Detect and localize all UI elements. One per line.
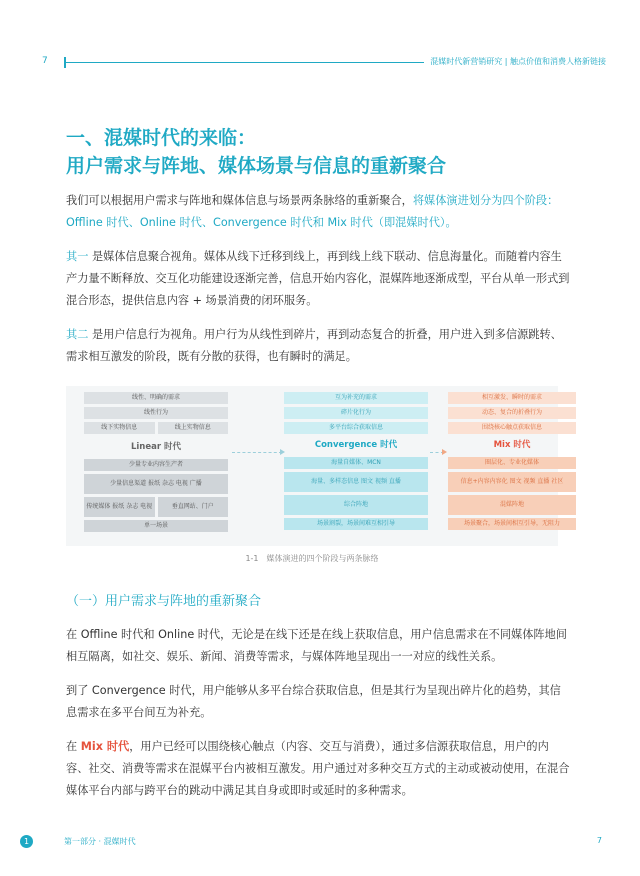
convergence-bottom-1: 海量自媒体、MCN [284, 457, 428, 469]
convergence-stage-label: Convergence 时代 [314, 440, 398, 450]
footer-section-label: 第一部分 · 混媒时代 [64, 837, 136, 846]
linear-top-2: 线性行为 [84, 407, 228, 419]
linear-bottom-2: 少量信息渠道 报纸 杂志 电视 广播 [84, 474, 228, 494]
page-header [34, 56, 606, 70]
convergence-bottom-4: 场景割裂，场景间难互相引导 [284, 518, 428, 530]
convergence-bottom-3: 综合阵地 [284, 495, 428, 515]
mix-bottom-2: 信息+内容内容化 图文 视频 直播 社区 [448, 472, 576, 492]
intro-highlight: 将媒体演进划分为四个阶段：Offline 时代、Online 时代、Convergence 时代和 Mix 时代（即混媒时代）。 [66, 194, 559, 229]
footer-badge: 1 [20, 835, 33, 848]
chapter-heading-line2: 用户需求与阵地、媒体场景与信息的重新聚合 [66, 155, 447, 177]
media-evolution-figure [66, 386, 564, 546]
figure-column-mix [448, 392, 576, 533]
point1-paragraph [66, 246, 570, 312]
para3-highlight: Mix 时代 [80, 740, 130, 753]
linear-top-split [84, 422, 228, 437]
figure-caption: 1-1 媒体演进的四个阶段与两条脉络 [245, 554, 379, 563]
linear-top-split-1: 线下实物信息 [84, 422, 155, 434]
para3 [66, 736, 570, 802]
figure-arrowhead-2 [442, 449, 447, 455]
linear-bottom-split [84, 497, 228, 520]
header-title: 混媒时代新营销研究 | 触点价值和消费人格新链接 [430, 57, 606, 66]
intro-text: 我们可以根据用户需求与阵地和媒体信息与场景两条脉络的重新聚合， [66, 194, 413, 207]
linear-top-split-2: 线上实物信息 [158, 422, 229, 434]
mix-bottom-3: 混媒阵地 [448, 495, 576, 515]
chapter-heading [66, 124, 586, 180]
section-heading: （一）用户需求与阵地的重新聚合 [66, 594, 262, 609]
linear-bottom-1: 少量专业内容生产者 [84, 459, 228, 471]
point2-text: 是用户信息行为视角。用户行为从线性到碎片，再到动态复合的折叠，用户进入到多信源跳转、需求相互激发的阶段，既有分散的获得，也有瞬时的满足。 [66, 328, 562, 363]
para3-text: ，用户已经可以围绕核心触点（内容、交互与消费），通过多信源获取信息，用户的内容、社交、消费等需求在混媒平台内被相互激发。用户通过对多种交互方式的主动或被动使用，在混合媒体平台内部与跨平台的跳动中满足其自身或即时或延时的多种需求。 [66, 740, 570, 797]
figure-column-linear [84, 392, 228, 535]
linear-bottom-3: 单一场景 [84, 520, 228, 532]
intro-paragraph [66, 190, 570, 234]
point1-text: 是媒体信息聚合视角。媒体从线下迁移到线上，再到线上线下联动、信息海量化。而随着内容生产力量不断释放、交互化功能建设逐渐完善，信息开始内容化，混媒阵地逐渐成型，平台从单一形式到混合形态，提供信息内容 + 场景消费的闭环服务。 [66, 250, 570, 307]
linear-stage-label: Linear 时代 [130, 442, 182, 452]
page-footer [20, 834, 610, 850]
para3-prefix: 在 [66, 740, 78, 753]
para2: 到了 Convergence 时代，用户能够从多平台综合获取信息，但是其行为呈现出碎片化的趋势，其信息需求在多平台间互为补充。 [66, 684, 561, 719]
mix-bottom-1: 圈层化、专业化媒体 [448, 457, 576, 469]
point1-label: 其一 [66, 250, 89, 263]
convergence-top-1: 互为补充的需求 [284, 392, 428, 404]
mix-top-1: 相互激发、瞬时的需求 [448, 392, 576, 404]
mix-top-3: 围绕核心触点获取信息 [448, 422, 576, 434]
para1: 在 Offline 时代和 Online 时代，无论是在线下还是在线上获取信息，用户信息需求在不同媒体阵地间相互隔离，如社交、娱乐、新闻、消费等需求，与媒体阵地呈现出一一对应的线性关系。 [66, 628, 567, 663]
figure-column-convergence [284, 392, 428, 533]
mix-bottom-4: 场景聚合，场景间相互引导，无阻力 [448, 518, 576, 530]
convergence-top-3: 多平台综合获取信息 [284, 422, 428, 434]
linear-top-1: 线性、明确的需求 [84, 392, 228, 404]
point2-paragraph [66, 324, 570, 368]
point2-label: 其二 [66, 328, 89, 341]
mix-stage-label: Mix 时代 [493, 440, 531, 450]
convergence-top-2: 碎片化行为 [284, 407, 428, 419]
header-rule [64, 62, 424, 63]
figure-arrow-1 [232, 452, 282, 453]
convergence-bottom-2: 海量、多样态信息 图文 视频 直播 [284, 472, 428, 492]
chapter-heading-line1: 一、混媒时代的来临： [66, 127, 257, 149]
linear-bottom-split-2: 垂直网站、门户 [158, 497, 229, 517]
header-page-number: 7 [42, 56, 48, 66]
linear-bottom-split-1: 传统媒体 报纸 杂志 电视 [84, 497, 155, 517]
footer-page-number: 7 [596, 836, 602, 845]
mix-top-2: 动态、复合的折叠行为 [448, 407, 576, 419]
